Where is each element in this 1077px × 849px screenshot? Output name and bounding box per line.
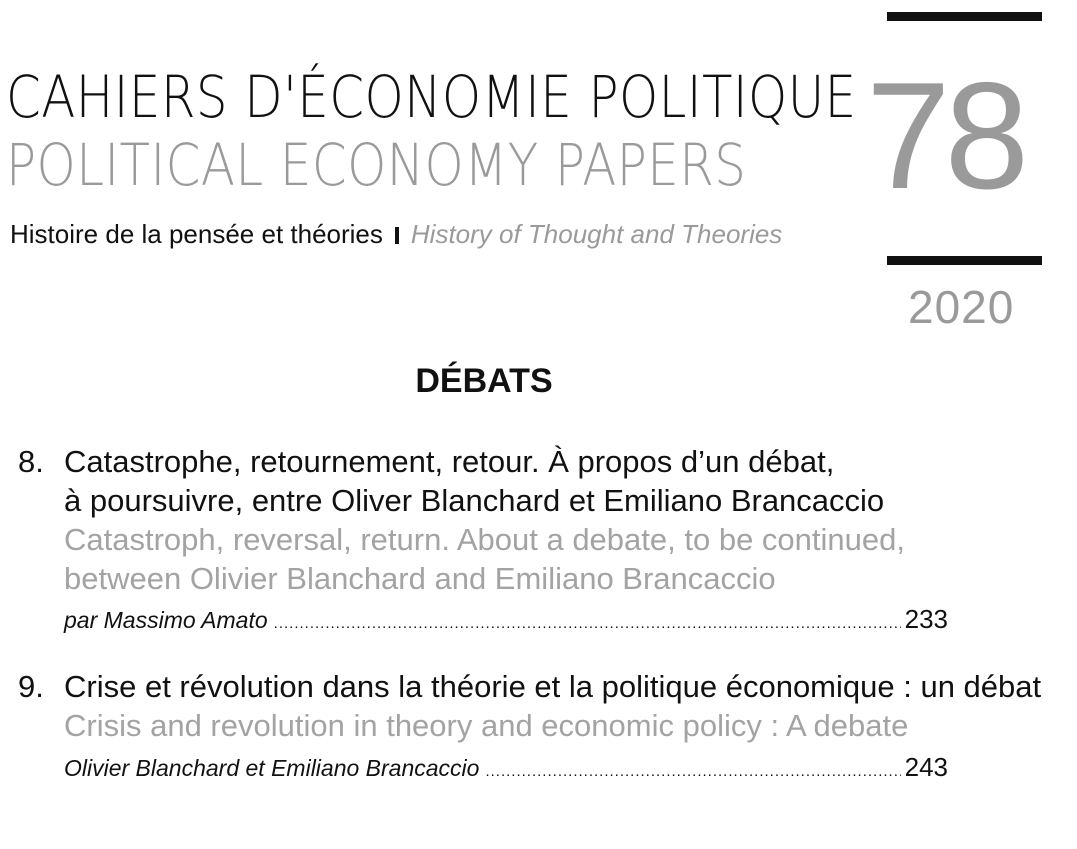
entry-page-number: 243 — [904, 752, 948, 782]
entry-title-english-line: Crisis and revolution in theory and economic policy : A debate — [64, 708, 909, 743]
entry-author: Olivier Blanchard et Emiliano Brancaccio — [64, 755, 480, 781]
subtitle-separator — [395, 227, 399, 244]
entry-titles — [64, 667, 1042, 745]
entry-titles — [64, 442, 964, 598]
journal-title-french: CAHIERS D'ÉCONOMIE POLITIQUE — [6, 63, 857, 131]
entry-title-english-line: between Olivier Blanchard and Emiliano Brancaccio — [64, 561, 776, 596]
dot-leader — [485, 763, 900, 780]
journal-subtitle — [10, 220, 782, 249]
entry-author: par Massimo Amato — [64, 607, 268, 633]
issue-year: 2020 — [908, 281, 1015, 333]
entry-number: 9. — [18, 669, 44, 704]
dot-leader — [274, 615, 901, 632]
entry-title-french-line: à poursuivre, entre Oliver Blanchard et Emiliano Brancaccio — [64, 483, 885, 518]
entry-author-row — [64, 752, 948, 783]
entry-number: 8. — [18, 444, 44, 479]
header-rule-top — [887, 12, 1042, 21]
section-heading: DÉBATS — [415, 362, 553, 400]
journal-title-english: POLITICAL ECONOMY PAPERS — [6, 131, 747, 199]
issue-number: 78 — [866, 51, 1024, 221]
entry-author-row — [64, 604, 948, 635]
subtitle-french: Histoire de la pensée et théories — [10, 219, 383, 249]
entry-title-french-line: Crise et révolution dans la théorie et la politique économique : un débat — [64, 669, 1042, 704]
entry-title-english-line: Catastroph, reversal, return. About a debate, to be continued, — [64, 522, 905, 557]
header-rule-bottom — [887, 256, 1042, 265]
entry-title-french-line: Catastrophe, retournement, retour. À propos d’un débat, — [64, 444, 835, 479]
entry-page-number: 233 — [904, 604, 948, 634]
subtitle-english: History of Thought and Theories — [410, 219, 783, 249]
